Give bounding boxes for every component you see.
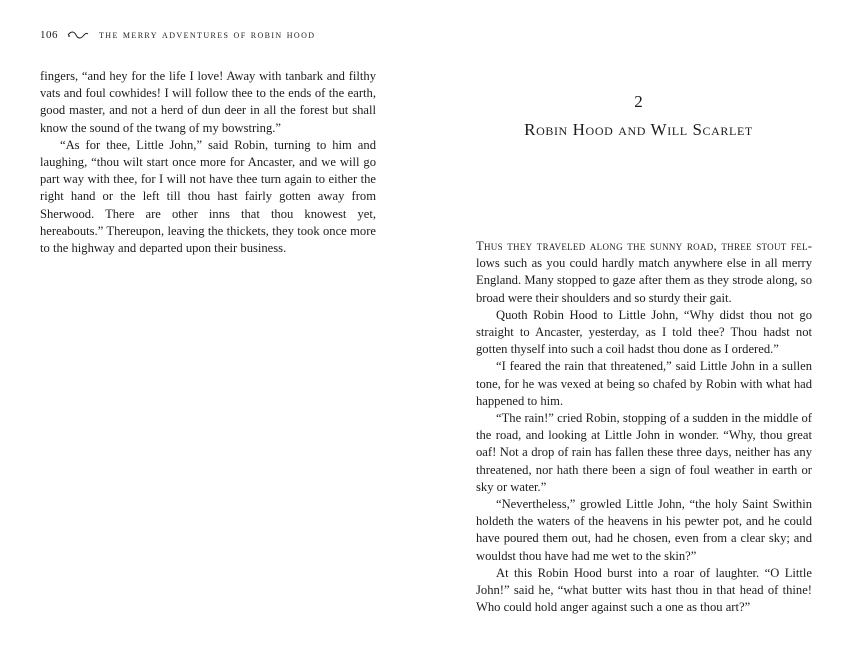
paragraph: “As for thee, Little John,” said Robin, turning to him and laughing, “thou wilt start once more for Ancaster, and we will go part way with thee, for I will not have thee turn again to either the right hand or the left till thou hast fairly gotten away from Sherwood. There are other inns that thou knowest yet, hereabouts.” Thereupon, leaving the thickets, they took once more to the highway and departed upon their business.	[40, 137, 376, 256]
right-body-text	[476, 238, 812, 616]
chapter-number: 2	[634, 92, 643, 111]
running-head	[40, 29, 315, 41]
paragraph: Quoth Robin Hood to Little John, “Why didst thou not go straight to Ancaster, yesterday, as I told thee? Thou hadst not gotten thyself into such a coil hadst thou done as I ordered.”	[476, 307, 812, 357]
paragraph: “I feared the rain that threatened,” said Little John in a sullen tone, for he was vexed at being so chafed by Robin with what had happened to him.	[476, 359, 812, 408]
page-number: 106	[40, 29, 58, 41]
paragraph: At this Robin Hood burst into a roar of laughter. “O Little John!” said he, “what butter wits hast thou in that head of thine! Who could hold anger against such a one as thou art?”	[476, 565, 812, 615]
left-page	[0, 0, 425, 648]
paragraph: fingers, “and hey for the life I love! Away with tanbark and filthy vats and foul cowhides! I will follow thee to the ends of the earth, good master, and not a herd of dun deer in all the forest but shall know the sound of the twang of my bowstring.”	[40, 69, 376, 135]
right-page	[426, 0, 851, 648]
paragraph: “Nevertheless,” growled Little John, “the holy Saint Swithin holdeth the waters of the heavens in his pewter pot, and he could have poured them out, had he chosen, even from a clear sky; and wouldst thou have had me wet to the skin?”	[476, 497, 812, 563]
swash-ornament-icon	[67, 31, 89, 39]
chapter-title: Robin Hood and Will Scarlet	[524, 120, 753, 139]
paragraph: “The rain!” cried Robin, stopping of a sudden in the middle of the road, and looking at Little John in wonder. “Why, thou great oaf! Not a drop of rain has fallen these three days, neither has any threatened, nor hath there been a sign of foul weather in earth or sky or water.”	[476, 411, 812, 494]
opening-rest: lows such as you could hardly match anywhere else in all merry England. Many stopped to gaze after them as they strode along, so broad were their shoulders and so sturdy their gait.	[476, 256, 812, 305]
opening-lead: Thus they traveled along the sunny road, three stout fel	[476, 239, 812, 253]
running-title: the merry adventures of robin hood	[99, 29, 316, 41]
opening-paragraph	[476, 238, 812, 307]
left-body-text	[40, 68, 376, 257]
